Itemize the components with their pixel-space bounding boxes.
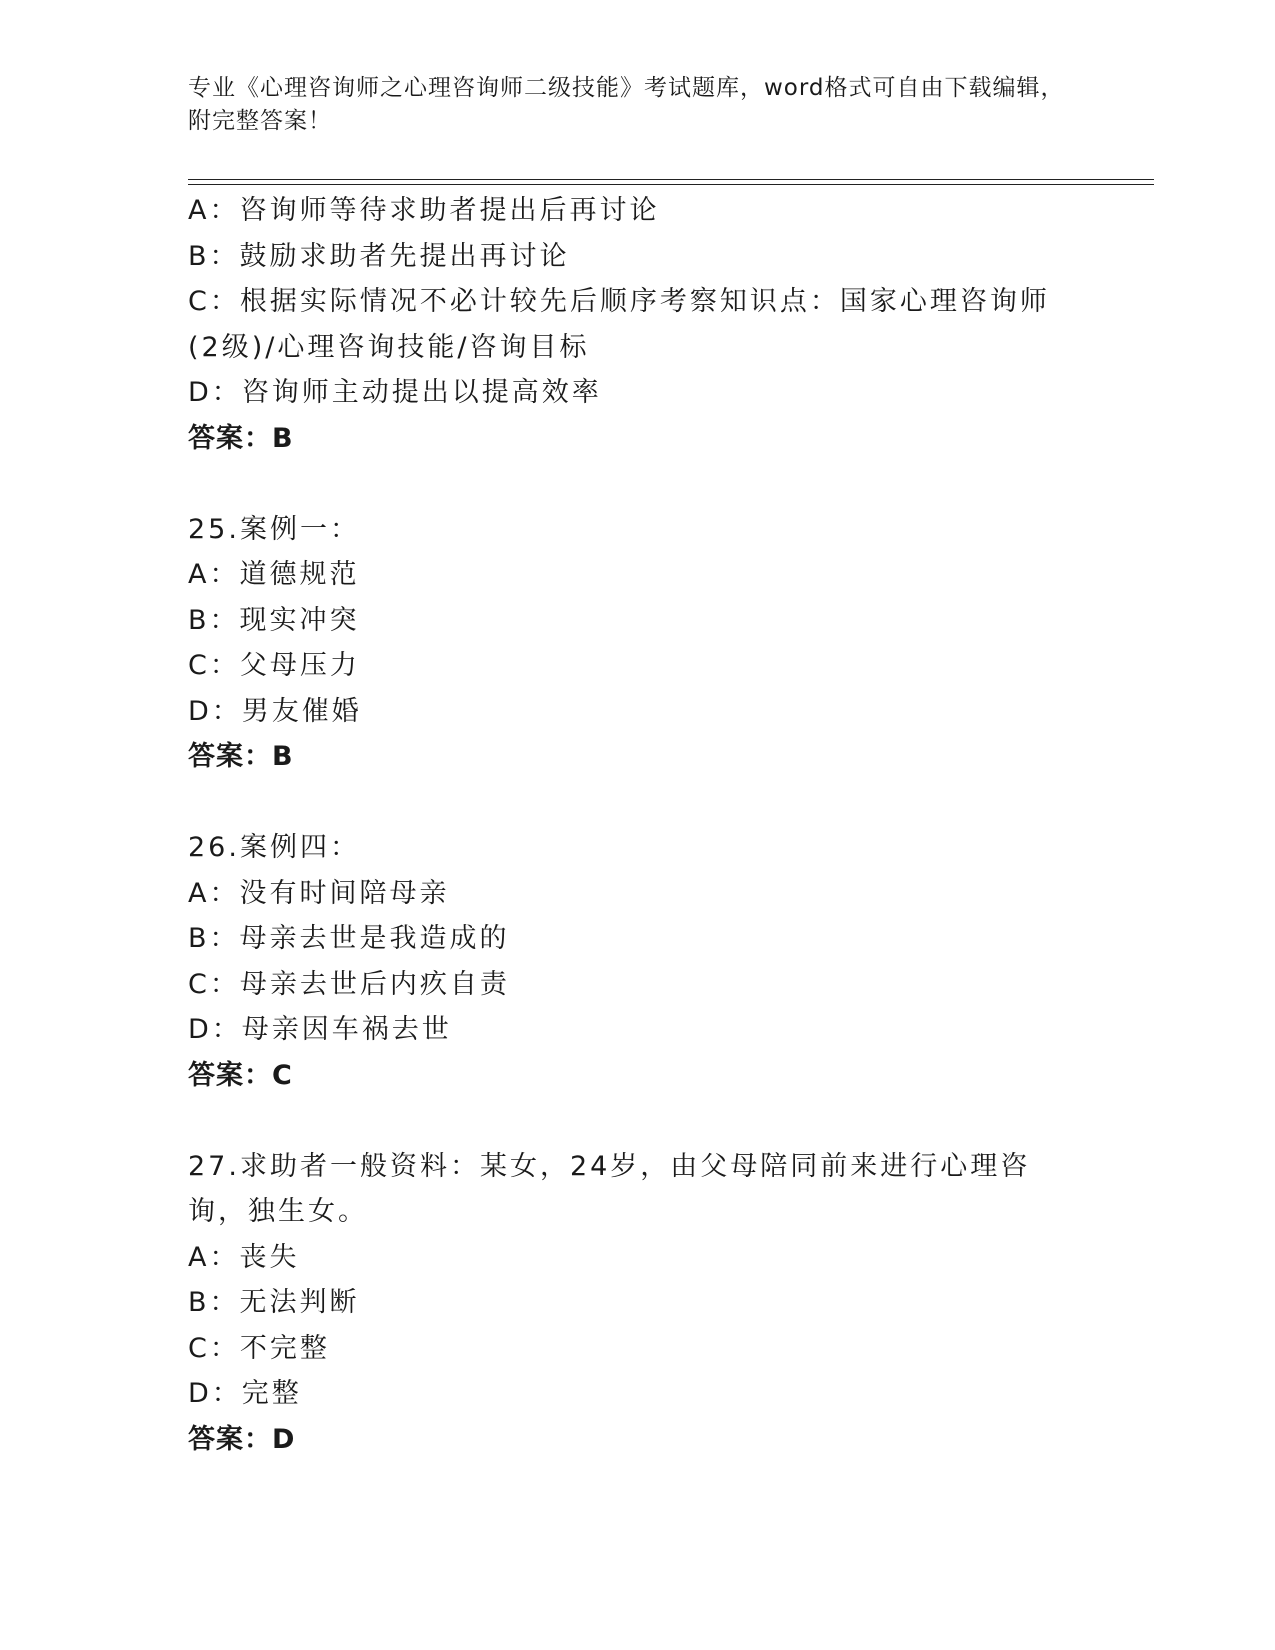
option-d: D：完整 — [188, 1378, 302, 1409]
option-d: D：咨询师主动提出以提高效率 — [188, 377, 602, 408]
question-list — [188, 188, 1088, 1462]
header-rule-bottom — [188, 184, 1154, 185]
option-d: D：男友催婚 — [188, 695, 362, 727]
option-a: A：没有时间陪母亲 — [188, 877, 450, 909]
spacer — [188, 461, 1088, 507]
question-26 — [188, 825, 1088, 1098]
option-a: A：道德规范 — [188, 559, 360, 590]
header-rule-top — [188, 179, 1154, 180]
answer: 答案：C — [188, 1059, 293, 1091]
option-c: C：不完整 — [188, 1332, 330, 1364]
question-24 — [188, 188, 1088, 461]
option-c: C：根据实际情况不必计较先后顺序考察知识点：国家心理咨询师(2级)/心理咨询技能/咨询目标 — [188, 286, 1050, 363]
option-a: A：咨询师等待求助者提出后再讨论 — [188, 195, 660, 226]
answer: 答案：D — [188, 1423, 296, 1455]
option-b: B：现实冲突 — [188, 604, 360, 636]
question-stem: 27.求助者一般资料：某女，24岁，由父母陪同前来进行心理咨询，独生女。 — [188, 1150, 1031, 1227]
question-stem: 26.案例四： — [188, 832, 360, 863]
question-stem: 25.案例一： — [188, 513, 360, 545]
spacer — [188, 780, 1088, 826]
option-a: A：丧失 — [188, 1241, 300, 1273]
option-c: C：母亲去世后内疚自责 — [188, 968, 510, 1000]
answer: 答案：B — [188, 422, 294, 454]
option-b: B：母亲去世是我造成的 — [188, 923, 510, 954]
option-b: B：无法判断 — [188, 1287, 360, 1318]
question-27 — [188, 1144, 1088, 1463]
question-25 — [188, 507, 1088, 780]
option-d: D：母亲因车祸去世 — [188, 1014, 452, 1045]
document-header: 专业《心理咨询师之心理咨询师二级技能》考试题库，word格式可自由下载编辑，附完整答案！ — [188, 75, 1065, 134]
answer: 答案：B — [188, 741, 294, 772]
spacer — [188, 1098, 1088, 1144]
option-b: B：鼓励求助者先提出再讨论 — [188, 240, 570, 272]
option-c: C：父母压力 — [188, 650, 360, 681]
